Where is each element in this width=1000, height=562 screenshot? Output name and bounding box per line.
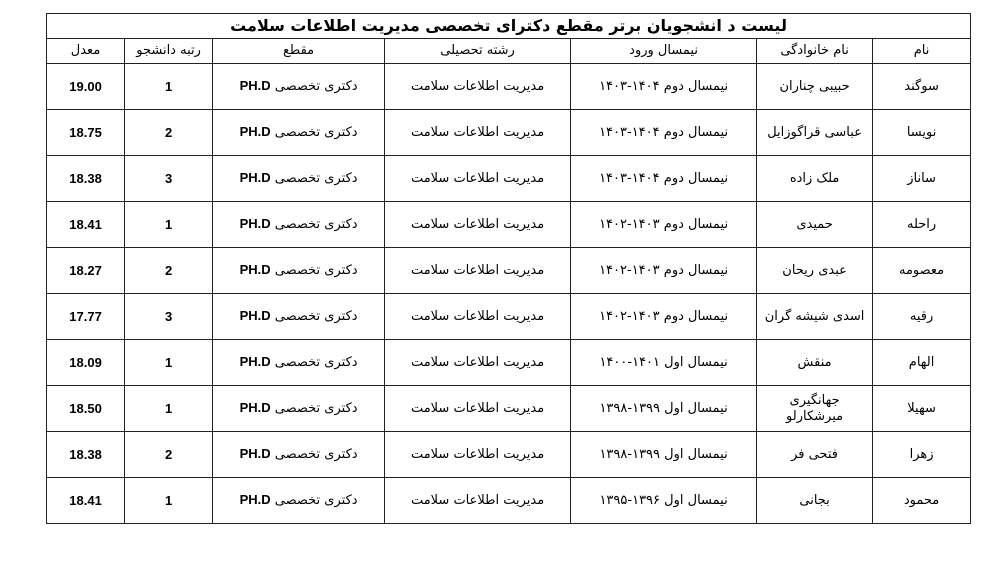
degree-cell: [213, 64, 385, 110]
first-name-cell: راحله: [873, 202, 971, 248]
rank-cell: 2: [125, 432, 213, 478]
header-rank: رتبه دانشجو: [125, 39, 213, 64]
first-name-cell: سهیلا: [873, 386, 971, 432]
last-name-cell: عباسی قراگوزایل: [757, 110, 873, 156]
rank-cell: 3: [125, 294, 213, 340]
degree-cell: [213, 156, 385, 202]
header-row: [47, 39, 971, 64]
degree-persian: دکتری تخصصی: [274, 355, 358, 370]
header-last-name: نام خانوادگی: [757, 39, 873, 64]
gpa-cell: 18.38: [47, 156, 125, 202]
header-gpa: معدل: [47, 39, 125, 64]
degree-persian: دکتری تخصصی: [274, 79, 358, 94]
gpa-cell: 18.09: [47, 340, 125, 386]
last-name-cell: جهانگیری میرشکارلو: [757, 386, 873, 432]
table-row: [47, 294, 971, 340]
field-cell: مدیریت اطلاعات سلامت: [385, 478, 571, 524]
entry-semester-cell: نیمسال دوم ۱۴۰۳-۱۴۰۲: [571, 248, 757, 294]
top-students-table: [46, 13, 971, 524]
degree-english: PH.D: [239, 492, 271, 507]
degree-cell: [213, 294, 385, 340]
degree-persian: دکتری تخصصی: [274, 125, 358, 140]
degree-persian: دکتری تخصصی: [274, 309, 358, 324]
entry-semester-cell: نیمسال دوم ۱۴۰۳-۱۴۰۲: [571, 202, 757, 248]
field-cell: مدیریت اطلاعات سلامت: [385, 202, 571, 248]
rank-cell: 2: [125, 110, 213, 156]
students-table-container: [46, 13, 970, 524]
rank-cell: 1: [125, 340, 213, 386]
gpa-cell: 18.27: [47, 248, 125, 294]
first-name-cell: نویسا: [873, 110, 971, 156]
degree-cell: [213, 432, 385, 478]
table-body: [47, 64, 971, 524]
header-degree: مقطع: [213, 39, 385, 64]
entry-semester-cell: نیمسال دوم ۱۴۰۳-۱۴۰۲: [571, 294, 757, 340]
table-row: [47, 156, 971, 202]
entry-semester-cell: نیمسال دوم ۱۴۰۴-۱۴۰۳: [571, 110, 757, 156]
table-row: [47, 110, 971, 156]
first-name-cell: زهرا: [873, 432, 971, 478]
degree-persian: دکتری تخصصی: [274, 263, 358, 278]
field-cell: مدیریت اطلاعات سلامت: [385, 156, 571, 202]
field-cell: مدیریت اطلاعات سلامت: [385, 248, 571, 294]
gpa-cell: 18.41: [47, 478, 125, 524]
degree-english: PH.D: [239, 400, 271, 415]
table-row: [47, 432, 971, 478]
gpa-cell: 18.50: [47, 386, 125, 432]
degree-cell: [213, 248, 385, 294]
degree-english: PH.D: [239, 308, 271, 323]
first-name-cell: سوگند: [873, 64, 971, 110]
field-cell: مدیریت اطلاعات سلامت: [385, 110, 571, 156]
field-cell: مدیریت اطلاعات سلامت: [385, 340, 571, 386]
degree-persian: دکتری تخصصی: [274, 447, 358, 462]
table-row: [47, 64, 971, 110]
first-name-cell: ساناز: [873, 156, 971, 202]
rank-cell: 1: [125, 478, 213, 524]
degree-english: PH.D: [239, 446, 271, 461]
gpa-cell: 18.38: [47, 432, 125, 478]
gpa-cell: 19.00: [47, 64, 125, 110]
table-row: [47, 478, 971, 524]
gpa-cell: 18.75: [47, 110, 125, 156]
table-title: لیست د انشجویان برتر مقطع دکترای تخصصی مدیریت اطلاعات سلامت: [47, 14, 971, 39]
last-name-cell: اسدی شیشه گران: [757, 294, 873, 340]
header-first-name: نام: [873, 39, 971, 64]
entry-semester-cell: نیمسال دوم ۱۴۰۴-۱۴۰۳: [571, 156, 757, 202]
degree-english: PH.D: [239, 78, 271, 93]
entry-semester-cell: نیمسال اول ۱۳۹۹-۱۳۹۸: [571, 386, 757, 432]
table-row: [47, 202, 971, 248]
field-cell: مدیریت اطلاعات سلامت: [385, 294, 571, 340]
degree-cell: [213, 110, 385, 156]
field-cell: مدیریت اطلاعات سلامت: [385, 64, 571, 110]
last-name-cell: منقش: [757, 340, 873, 386]
degree-persian: دکتری تخصصی: [274, 401, 358, 416]
table-row: [47, 248, 971, 294]
header-field: رشته تحصیلی: [385, 39, 571, 64]
degree-persian: دکتری تخصصی: [274, 493, 358, 508]
degree-cell: [213, 202, 385, 248]
degree-english: PH.D: [239, 170, 271, 185]
gpa-cell: 18.41: [47, 202, 125, 248]
degree-english: PH.D: [239, 216, 271, 231]
last-name-cell: عبدی ریحان: [757, 248, 873, 294]
rank-cell: 1: [125, 64, 213, 110]
first-name-cell: محمود: [873, 478, 971, 524]
degree-english: PH.D: [239, 262, 271, 277]
rank-cell: 1: [125, 386, 213, 432]
table-row: [47, 340, 971, 386]
header-entry-semester: نیمسال ورود: [571, 39, 757, 64]
first-name-cell: معصومه: [873, 248, 971, 294]
degree-cell: [213, 340, 385, 386]
first-name-cell: الهام: [873, 340, 971, 386]
entry-semester-cell: نیمسال اول ۱۴۰۱-۱۴۰۰: [571, 340, 757, 386]
gpa-cell: 17.77: [47, 294, 125, 340]
rank-cell: 2: [125, 248, 213, 294]
rank-cell: 1: [125, 202, 213, 248]
degree-cell: [213, 478, 385, 524]
entry-semester-cell: نیمسال دوم ۱۴۰۴-۱۴۰۳: [571, 64, 757, 110]
entry-semester-cell: نیمسال اول ۱۳۹۶-۱۳۹۵: [571, 478, 757, 524]
last-name-cell: بجانی: [757, 478, 873, 524]
field-cell: مدیریت اطلاعات سلامت: [385, 432, 571, 478]
last-name-cell: فتحی فر: [757, 432, 873, 478]
last-name-cell: حبیبی چناران: [757, 64, 873, 110]
table-row: [47, 386, 971, 432]
last-name-cell: حمیدی: [757, 202, 873, 248]
entry-semester-cell: نیمسال اول ۱۳۹۹-۱۳۹۸: [571, 432, 757, 478]
degree-english: PH.D: [239, 354, 271, 369]
rank-cell: 3: [125, 156, 213, 202]
degree-persian: دکتری تخصصی: [274, 171, 358, 186]
degree-persian: دکتری تخصصی: [274, 217, 358, 232]
first-name-cell: رقیه: [873, 294, 971, 340]
last-name-cell: ملک زاده: [757, 156, 873, 202]
degree-cell: [213, 386, 385, 432]
degree-english: PH.D: [239, 124, 271, 139]
field-cell: مدیریت اطلاعات سلامت: [385, 386, 571, 432]
